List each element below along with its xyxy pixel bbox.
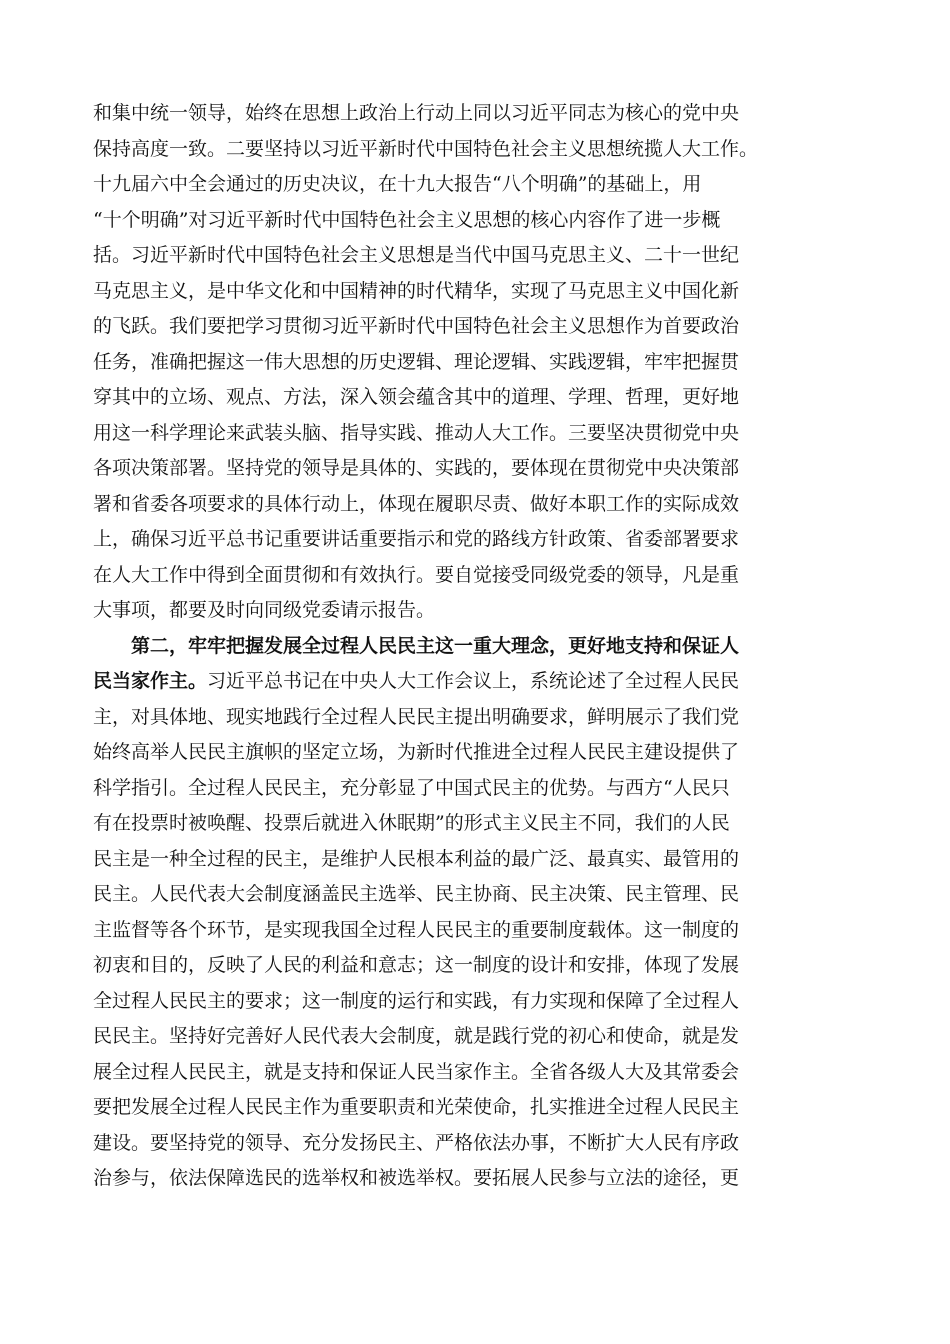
- text-line: 有在投票时被唤醒、投票后就进入休眠期”的形式主义民主不同，我们的人民: [93, 812, 730, 834]
- text-line: 保持高度一致。二要坚持以习近平新时代中国特色社会主义思想统揽人大工作。: [93, 137, 759, 160]
- text-line: [93, 664, 863, 700]
- text-line: 各项决策部署。坚持党的领导是具体的、实践的，要体现在贯彻党中央决策部: [93, 457, 740, 479]
- text-line: 主监督等各个环节，是实现我国全过程人民民主的重要制度载体。这一制度的: [93, 918, 740, 941]
- text-line: 民主。人民代表大会制度涵盖民主选举、民主协商、民主决策、民主管理、民: [93, 883, 740, 905]
- text-line: 主，对具体地、现实地践行全过程人民民主提出明确要求，鲜明展示了我们党: [93, 705, 740, 728]
- text-line: 民民主。坚持好完善好人民代表大会制度，就是践行党的初心和使命，就是发: [93, 1025, 740, 1047]
- text-line: “十个明确”对习近平新时代中国特色社会主义思想的核心内容作了进一步概: [93, 208, 721, 231]
- text-line: 民主是一种全过程的民主，是维护人民根本利益的最广泛、最真实、最管用的: [93, 847, 740, 870]
- text-line: 要把发展全过程人民民主作为重要职责和光荣使命，扎实推进全过程人民民主: [93, 1096, 740, 1118]
- text-line: 治参与，依法保障选民的选举权和被选举权。要拓展人民参与立法的途径，更: [93, 1167, 740, 1189]
- text-line: 十九届六中全会通过的历史决议，在十九大报告“八个明确”的基础上，用: [93, 173, 702, 195]
- text-line: 科学指引。全过程人民民主，充分彰显了中国式民主的优势。与西方“人民只: [93, 776, 730, 799]
- text-line: 在人大工作中得到全面贯彻和有效执行。要自觉接受同级党委的领导，凡是重: [93, 563, 740, 586]
- text-line: 马克思主义，是中华文化和中国精神的时代精华，实现了马克思主义中国化新: [93, 279, 740, 302]
- text-line: 始终高举人民民主旗帜的坚定立场，为新时代推进全过程人民民主建设提供了: [93, 741, 740, 763]
- text-line: 初衷和目的，反映了人民的利益和意志；这一制度的设计和安排，体现了发展: [93, 954, 740, 976]
- text-line: 上，确保习近平总书记重要讲话重要指示和党的路线方针政策、省委部署要求: [93, 528, 740, 550]
- text-line-rest: 习近平总书记在中央人大工作会议上，系统论述了全过程人民民: [207, 670, 740, 692]
- text-line: 括。习近平新时代中国特色社会主义思想是当代中国马克思主义、二十一世纪: [93, 244, 740, 266]
- text-line: 用这一科学理论来武装头脑、指导实践、推动人大工作。三要坚决贯彻党中央: [93, 421, 740, 444]
- body-text: [93, 96, 863, 1197]
- text-line: 大事项，都要及时向同级党委请示报告。: [93, 599, 436, 621]
- text-line: 的飞跃。我们要把学习贯彻习近平新时代中国特色社会主义思想作为首要政治: [93, 315, 740, 337]
- text-line: 穿其中的立场、观点、方法，深入领会蕴含其中的道理、学理、哲理，更好地: [93, 386, 740, 408]
- text-line: 署和省委各项要求的具体行动上，体现在履职尽责、做好本职工作的实际成效: [93, 492, 740, 515]
- text-line: 展全过程人民民主，就是支持和保证人民当家作主。全省各级人大及其常委会: [93, 1060, 740, 1083]
- section-heading-line: 第二，牢牢把握发展全过程人民民主这一重大理念，更好地支持和保证人: [131, 634, 740, 657]
- section-heading-tail: 民当家作主。: [93, 670, 208, 692]
- text-line: 建设。要坚持党的领导、充分发扬民主、严格依法办事，不断扩大人民有序政: [93, 1131, 740, 1154]
- text-line: 全过程人民民主的要求；这一制度的运行和实践，有力实现和保障了全过程人: [93, 989, 740, 1012]
- text-line: 和集中统一领导，始终在思想上政治上行动上同以习近平同志为核心的党中央: [93, 102, 740, 124]
- text-line: 任务，准确把握这一伟大思想的历史逻辑、理论逻辑、实践逻辑，牢牢把握贯: [93, 350, 740, 373]
